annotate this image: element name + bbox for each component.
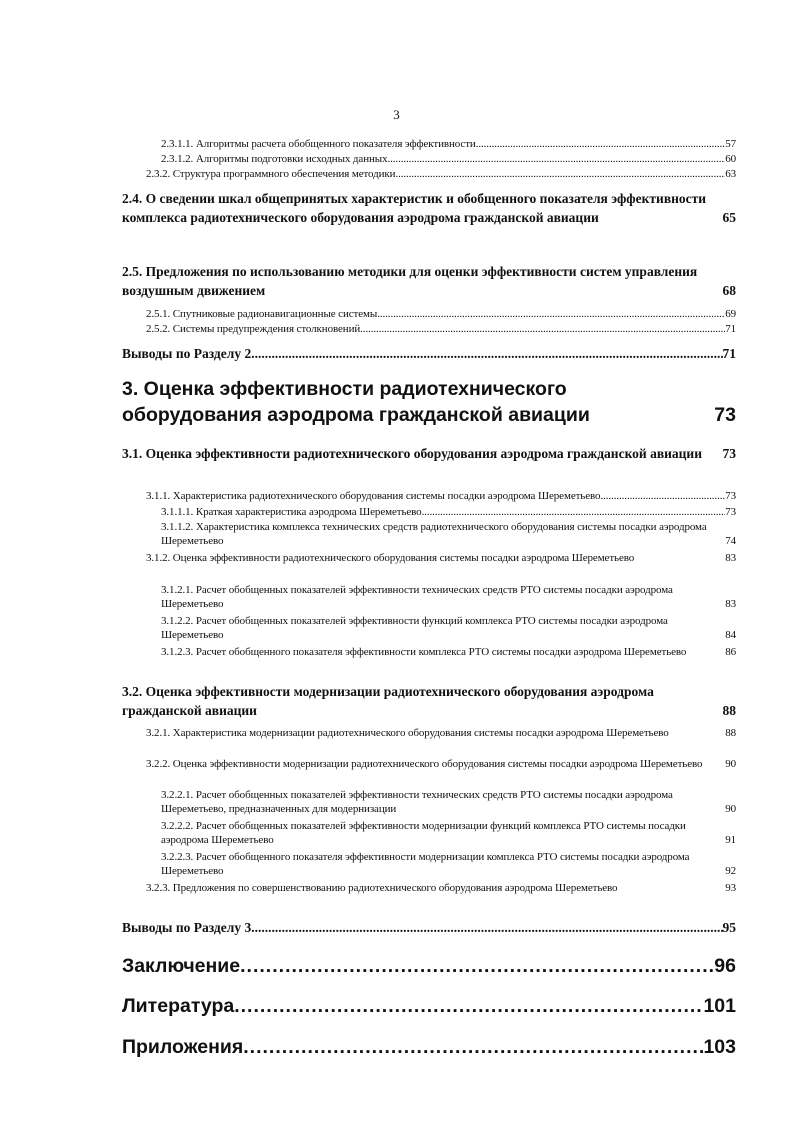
toc-entry[interactable] [146, 551, 736, 565]
toc-entry-title: 3. Оценка эффективности радиотехнического оборудования аэродрома гражданской авиации [122, 378, 590, 426]
toc-entry[interactable] [161, 788, 736, 816]
toc-entry-page: 83 [725, 598, 736, 610]
toc-entry-title: Выводы по Разделу 3 [122, 920, 252, 935]
toc-entry-title: 3.2.3. Предложения по совершенствованию радиотехнического оборудования аэродрома Шереметьево [146, 882, 618, 894]
toc-entry-page: 74 [725, 535, 736, 547]
toc-entry-page: 65 [722, 210, 736, 225]
toc-entry-page: 96 [714, 955, 736, 977]
dot-leader [377, 307, 725, 321]
toc-entry[interactable] [146, 489, 736, 503]
toc-entry-title: 3.2.2.1. Расчет обобщенных показателей эффективности технических средств РТО системы посадки аэродрома Шереметьево, предназначенных для модернизации [161, 789, 673, 815]
toc-chapter-entry[interactable] [122, 1034, 736, 1060]
toc-entry-title: 2.5. Предложения по использованию методики для оценки эффективности систем управления воздушным движением [122, 264, 698, 298]
toc-entry[interactable] [161, 137, 736, 151]
toc-entry-page: 83 [725, 552, 736, 564]
toc-entry-page: 91 [725, 834, 736, 846]
toc-entry-title: 2.3.1.2. Алгоритмы подготовки исходных данных [161, 153, 388, 165]
page-number: 3 [393, 107, 400, 122]
toc-section-entry[interactable] [122, 262, 736, 300]
toc-entry[interactable] [161, 152, 736, 166]
toc-chapter-entry[interactable] [122, 953, 736, 979]
dot-leader [387, 152, 725, 166]
toc-entry-page: 90 [725, 803, 736, 815]
toc-entry-title: 2.5.2. Системы предупреждения столкновений [146, 323, 361, 335]
toc-entry[interactable] [161, 614, 736, 642]
toc-entry-page: 71 [722, 346, 736, 361]
toc-entry-title: 3.1.2.1. Расчет обобщенных показателей эффективности технических средств РТО системы посадки аэродрома Шереметьево [161, 584, 673, 610]
toc-entry-page: 86 [725, 646, 736, 658]
toc-entry-title: 2.3.2. Структура программного обеспечения методики [146, 168, 396, 180]
dot-leader [395, 167, 725, 181]
toc-chapter-entry[interactable] [122, 993, 736, 1019]
dot-leader [600, 489, 725, 503]
toc-section-entry[interactable] [122, 344, 736, 363]
toc-entry-title: Литература [122, 995, 235, 1017]
toc-entry-title: 3.2.1. Характеристика модернизации радиотехнического оборудования системы посадки аэродрома Шереметьево [146, 727, 669, 739]
toc-entry-page: 73 [722, 446, 736, 461]
toc-entry-page: 103 [703, 1036, 736, 1058]
toc-entry-title: 3.1.2.3. Расчет обобщенного показателя эффективности комплекса РТО системы посадки аэродрома Шереметьево [161, 646, 687, 658]
toc-entry[interactable] [146, 307, 736, 321]
toc-entry-page: 60 [725, 153, 736, 165]
toc-entry-page: 93 [725, 882, 736, 894]
toc-entry-title: 3.1. Оценка эффективности радиотехнического оборудования аэродрома гражданской авиации [122, 446, 702, 461]
dot-leader [422, 505, 726, 519]
toc-entry-page: 68 [722, 283, 736, 298]
toc-entry[interactable] [146, 167, 736, 181]
toc-entry-title: 3.1.1. Характеристика радиотехнического оборудования системы посадки аэродрома Шереметьево [146, 490, 601, 502]
toc-entry[interactable] [161, 850, 736, 878]
toc-entry-title: Выводы по Разделу 2 [122, 346, 252, 361]
toc-entry-title: Приложения [122, 1036, 244, 1058]
toc-entry-page: 71 [725, 323, 736, 335]
toc-entry-page: 84 [725, 629, 736, 641]
toc-entry-title: 3.1.2. Оценка эффективности радиотехнического оборудования системы посадки аэродрома Шереметьево [146, 552, 635, 564]
dot-leader [476, 137, 725, 151]
toc-entry[interactable] [161, 645, 736, 659]
toc-entry-title: 2.3.1.1. Алгоритмы расчета обобщенного показателя эффективности [161, 138, 476, 150]
toc-entry-title: 2.5.1. Спутниковые радионавигационные системы [146, 308, 378, 320]
toc-entry-page: 73 [725, 506, 736, 518]
toc-entry-page: 69 [725, 308, 736, 320]
toc-entry-title: Заключение [122, 955, 241, 977]
toc-entry-page: 90 [725, 758, 736, 770]
toc-entry-title: 3.2.2.2. Расчет обобщенных показателей эффективности модернизации функций комплекса РТО системы посадки аэродрома Шереметьево [161, 820, 686, 846]
toc-entry-page: 88 [722, 703, 736, 718]
dot-leader [243, 1034, 703, 1060]
toc-entry-title: 3.1.2.2. Расчет обобщенных показателей эффективности функций комплекса РТО системы посадки аэродрома Шереметьево [161, 615, 668, 641]
toc-entry-title: 2.4. О сведении шкал общепринятых характеристик и обобщенного показателя эффективности комплекса радиотехнического оборудования аэродрома гражданской авиации [122, 191, 707, 225]
toc-section-entry[interactable] [122, 189, 736, 227]
toc-entry[interactable] [146, 726, 736, 740]
dot-leader [360, 322, 725, 336]
toc-entry[interactable] [161, 583, 736, 611]
toc-entry-title: 3.1.1.1. Краткая характеристика аэродрома Шереметьево [161, 506, 422, 518]
toc-entry-title: 3.2. Оценка эффективности модернизации радиотехнического оборудования аэродрома гражданской авиации [122, 684, 654, 718]
toc-entry-title: 3.1.1.2. Характеристика комплекса технических средств радиотехнического оборудования системы посадки аэродрома Шереметьево [161, 521, 707, 547]
toc-entry-page: 73 [725, 490, 736, 502]
toc-entry-page: 57 [725, 138, 736, 150]
toc-entry-page: 101 [703, 995, 736, 1017]
dot-leader [240, 953, 714, 979]
toc-entry[interactable] [161, 520, 736, 548]
dot-leader [251, 344, 722, 363]
dot-leader [251, 918, 722, 937]
toc-entry[interactable] [161, 819, 736, 847]
toc-entry-title: 3.2.2. Оценка эффективности модернизации радиотехнического оборудования системы посадки аэродрома Шереметьево [146, 758, 703, 770]
toc-entry-page: 63 [725, 168, 736, 180]
toc-entry[interactable] [146, 322, 736, 336]
dot-leader [234, 993, 703, 1019]
toc-entry[interactable] [161, 505, 736, 519]
toc-entry-page: 88 [725, 727, 736, 739]
toc-section-entry[interactable] [122, 444, 736, 463]
toc-entry-page: 92 [725, 865, 736, 877]
toc-entry[interactable] [146, 757, 736, 771]
toc-section-entry[interactable] [122, 918, 736, 937]
toc-entry-title: 3.2.2.3. Расчет обобщенного показателя эффективности модернизации комплекса РТО системы посадки аэродрома Шереметьево [161, 851, 690, 877]
toc-entry-page: 95 [722, 920, 736, 935]
toc-chapter-entry[interactable] [122, 376, 736, 428]
toc-entry-page: 73 [714, 404, 736, 426]
toc-section-entry[interactable] [122, 682, 736, 720]
toc-entry[interactable] [146, 881, 736, 895]
